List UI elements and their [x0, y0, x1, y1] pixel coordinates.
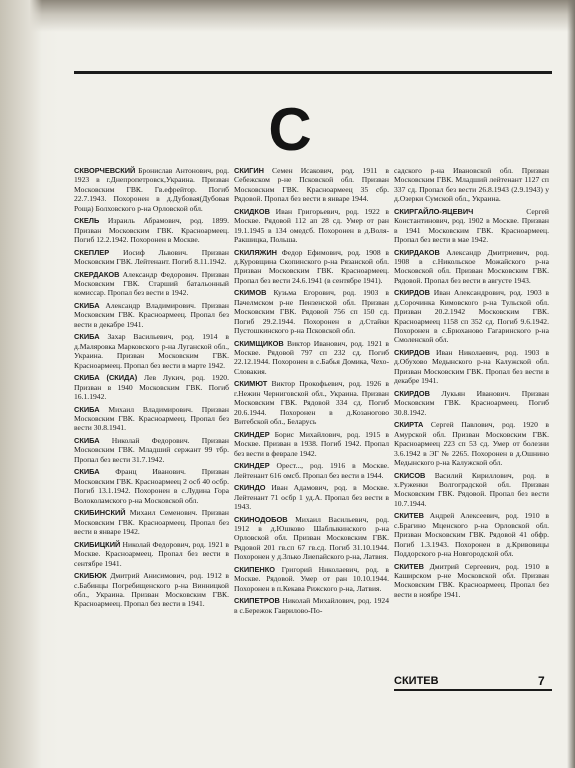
entry — [234, 248, 389, 286]
entry — [74, 373, 229, 401]
entry-text: Кузьма Егорович, род. 1903 в Пачелмском р-не Пензенской обл. Призван Московским ГВК. Рядовой 756 сп 150 сд. Погиб 29.2.1944. Похоронен в д.Стайки Пустошкинского р-на Псковской обл. — [234, 288, 389, 336]
entry — [74, 467, 229, 505]
entry-surname: СКИБА — [74, 404, 100, 414]
entry-surname: СКИЛЯЖИН — [234, 247, 277, 257]
entry — [234, 166, 389, 204]
entry-surname: СКИБА (СКИДА) — [74, 373, 138, 383]
entry-text: Виктор Иванович, род. 1921 в Москве. Рядовой 797 сп 232 сд. Погиб 22.12.1944. Похоронен в с.Бабья Домика, Чехо-Словакия. — [234, 338, 389, 376]
page-edge — [567, 0, 575, 768]
entry-text: Михаил Владимирович. Призван Московским ГВК. Красноармеец. Пропал без вести 30.8.1941. — [74, 404, 229, 433]
text-column-3 — [394, 166, 549, 602]
entry-text: Борис Михайлович, род. 1915 в Москве. Призван в 1938. Погиб 1942. Пропал без вести в феврале 1942. — [234, 429, 389, 458]
entry — [234, 483, 389, 511]
entry-text: Франц Иванович. Призван Московским ГВК. Красноармеец 2 осб 40 осбр. Погиб 13.1.1942. Похоронен в с.Лудина Гора Волоколамского р-на Московской обл. — [74, 467, 229, 505]
entry-text: Николай Федорович. Призван Московским ГВК. Младший сержант 99 тбр. Пропал без вести 31.7.1942. — [74, 436, 229, 464]
text-column-2 — [234, 166, 389, 618]
entry-text: Михаил Семенович. Призван Московским ГВК. Красноармеец. Пропал без вести в январе 1942. — [74, 508, 229, 537]
entry-text: Дмитрий Сергеевич, род. 1910 в Каширском р-не Московской обл. Призван Московским ГВК. Красноармеец. Пропал без вести в ноябре 1941. — [394, 561, 549, 599]
entry — [394, 288, 549, 344]
entry-text: Иван Александрович, род. 1903 в д.Сорочинка Кимовского р-на Тульской обл. Призван 20.2.1942 Московским ГВК. Красноармеец 1158 сп 352 сд. Погиб 9.6.1942. Похоронен в с.Брюханово Гагаринского р-на Смоленской обл. — [394, 288, 549, 345]
entry — [74, 540, 229, 568]
entry-surname: СКИНДО — [234, 483, 266, 493]
entry-surname: СКИБЮК — [74, 571, 107, 581]
entry — [74, 405, 229, 433]
section-letter: С — [268, 96, 312, 163]
entry-text: Александр Владимирович. Призван Московским ГВК. Красноармеец. Пропал без вести в декабре 1941. — [74, 301, 229, 329]
entry — [74, 248, 229, 267]
entry — [74, 216, 229, 244]
entry-text: Иван Григорьевич, род. 1922 в Москве. Рядовой 112 ап 28 сд. Умер от ран 19.1.1945 в 134 омедсб. Похоронен в д.Воля-Ракшицка, Польша. — [234, 206, 389, 245]
entry — [234, 430, 389, 458]
entry-text: Андрей Алексеевич, род. 1910 в с.Брагино Мценского р-на Орловской обл. Призван Московским ГВК. Рядовой 41 обфр. Погиб 1.3.1943. Похоронен в д.Кривовицы Поддорского р-на Новгородской обл. — [394, 511, 549, 558]
entry-surname: СКИДКОВ — [234, 206, 271, 216]
entry — [394, 511, 549, 558]
entry-surname: СКИБА — [74, 301, 100, 311]
entry-text: Орест..., род. 1916 в Москве. Лейтенант 616 омсб. Пропал без вести в 1944. — [234, 461, 389, 480]
entry-text: Николай Михайлович, род. 1924 в с.Бережок Гаврилово-По- — [234, 596, 389, 615]
entry-text: Виктор Прокофьевич, род. 1926 в г.Нежин Черниговской обл., Украина. Призван Московским ГВК. Рядовой 334 сд. Погиб 20.6.1944. Похоронен в д.Козаногово Витебской обл., Беларусь — [234, 379, 389, 427]
running-head: СКИТЕВ — [394, 675, 439, 687]
page-shadow — [30, 0, 575, 32]
entry-text: Иван Николаевич, род. 1903 в д.Обухово Медынского р-на Калужской обл. Призван Московским ГВК. Пропал без вести в декабре 1941. — [394, 348, 549, 386]
entry-surname: СКИРДОВ — [394, 348, 430, 358]
entry — [234, 596, 389, 615]
entry-text: Григорий Николаевич, род. в Москве. Рядовой. Умер от ран 10.10.1944. Похоронен в п.Кекава Рижского р-на, Латвия. — [234, 564, 389, 593]
entry-surname: СКИРГАЙЛО-ЯЦЕВИЧ — [394, 206, 474, 216]
entry — [234, 461, 389, 480]
entry-text: Василий Кириллович, род. в х.Руженки Волгоградской обл. Призван Московским ГВК. Рядовой. Пропал без вести 10.7.1944. — [394, 470, 549, 508]
entry-surname: СКЕРДАКОВ — [74, 269, 120, 279]
entry-surname: СКИБИНСКИЙ — [74, 508, 126, 518]
entry-text: Иван Адамович, род. в Москве. Лейтенант 71 осбр 1 уд.А. Пропал без вести в 1943. — [234, 483, 389, 511]
entry — [74, 166, 229, 213]
entry — [394, 471, 549, 509]
entry-text: Семен Исакович, род. 1911 в Себежском р-не Псковской обл. Призван Московским ГВК. Красноармеец 35 сбр. Рядовой. Пропал без вести в январе 1944. — [234, 166, 389, 204]
entry — [394, 420, 549, 467]
entry-surname: СКИГИН — [234, 166, 264, 175]
entry-text: Федор Ефимович, род. 1908 в д.Куровщина Скопинского р-на Рязанской обл. Призван Московским ГВК. Красноармеец. Пропал без вести 24.6.1941 (в сентябре 1941). — [234, 247, 389, 285]
page-number: 7 — [538, 674, 545, 688]
entry-surname: СКИМЮТ — [234, 379, 268, 389]
entry — [74, 436, 229, 464]
page-binding — [0, 0, 42, 768]
text-column-1 — [74, 166, 229, 612]
entry — [234, 207, 389, 245]
footer-rule — [394, 689, 552, 691]
entry-surname: СКИРДАКОВ — [394, 247, 440, 257]
entry — [394, 348, 549, 386]
entry-text: Михаил Васильевич, род. 1912 в д.Юшково Шаблыкинского р-на Орловской обл. Призван Московским ГВК. Рядовой 201 гв.сп 67 гв.сд. Погиб 31.10.1944. Похоронен у д.Злько Лиепайского р-на, Латвия. — [234, 514, 389, 562]
entry — [394, 389, 549, 417]
entry-surname: СКИНДЕР — [234, 461, 270, 471]
entry-text: Сергей Павлович, род. 1920 в Амурской обл. Призван Московским ГВК. Красноармеец 223 сп 53 сд. Умер от болезни 3.6.1942 в ЭГ № 2265. Похоронен в д.Ошнино Медынского р-на Калужской обл. — [394, 420, 549, 467]
entry-text: Сергей Константинович, род. 1902 в Москве. Призван в 1941 Московским ГВК. Красноармеец. Пропал без вести в мае 1942. — [394, 206, 549, 245]
entry-surname: СКИМЩИКОВ — [234, 338, 284, 348]
entry-surname: СКИПЕТРОВ — [234, 596, 280, 606]
entry — [394, 166, 549, 204]
entry — [394, 562, 549, 600]
entry — [234, 515, 389, 562]
entry-surname: СКИНОДОБОВ — [234, 514, 288, 524]
entry-text: Бронислав Антонович, род. 1923 в г.Днепропетровск,Украина. Призван Московским ГВК. Гв.ефрейтор. Погиб 22.7.1943. Похоронен в д.Дубовая(Дубовая Роща) Болховского р-на Орловской обл. — [74, 166, 229, 213]
entry-surname: СКВОРЧЕВСКИЙ — [74, 166, 136, 175]
entry-surname: СКИБИЦКИЙ — [74, 539, 121, 549]
entry-surname: СКИСОВ — [394, 470, 426, 480]
entry-surname: СКЕПЛЕР — [74, 247, 110, 257]
entry-surname: СКЕЛЬ — [74, 216, 100, 226]
entry — [234, 288, 389, 335]
entry-surname: СКИМОВ — [234, 288, 267, 298]
entry-surname: СКИБА — [74, 436, 100, 446]
entry — [74, 332, 229, 370]
entry-surname: СКИТЕВ — [394, 561, 424, 571]
entry-text: Александр Федорович. Призван Московским ГВК. Старший батальонный комиссар. Пропал без вести в 1942. — [74, 269, 229, 298]
entry — [234, 565, 389, 593]
entry-surname: СКИБА — [74, 467, 100, 477]
entry-text: Александр Дмитриевич, род. 1908 в с.Никольское Можайского р-на Московской обл. Призван Московским ГВК. Рядовой. Пропал без вести в августе 1943. — [394, 247, 549, 285]
entry — [394, 207, 549, 245]
entry — [394, 248, 549, 286]
top-rule — [74, 71, 552, 74]
entry-surname: СКИНДЕР — [234, 429, 270, 439]
entry-surname: СКИРДОВ — [394, 288, 430, 298]
entry-text: Дмитрий Анисимович, род. 1912 в с.Бабинцы Погребищенского р-на Винницкой обл., Украина. Призван Московским ГВК. Красноармеец. Пропал без вести в 1941. — [74, 571, 229, 609]
entry-surname: СКИБА — [74, 332, 100, 342]
entry-text: Лев Лукич, род. 1920. Призван в 1940 Московским ГВК. Погиб 16.1.1942. — [74, 373, 229, 402]
entry — [74, 301, 229, 329]
entry-text: Иосиф Львович. Призван Московским ГВК. Лейтенант. Погиб 8.11.1942. — [74, 247, 229, 267]
entry — [74, 508, 229, 536]
entry-text: Захар Васильевич, род. 1914 в д.Маляровка Марковского р-на Луганской обл., Украина. Призван Московским ГВК. Красноармеец. Пропал без вести в марте 1942. — [74, 332, 229, 370]
entry-text: садского р-на Ивановской обл. Призван Московским ГВК. Младший лейтенант 1127 сп 337 сд. Пропал без вести 26.8.1943 (2.9.1943) у д.Озерки Сумской обл., Украина. — [394, 166, 549, 204]
entry-surname: СКИПЕНКО — [234, 564, 275, 574]
entry — [234, 379, 389, 426]
entry-text: Лукьян Иванович. Призван Московским ГВК. Красноармеец. Погиб 30.8.1942. — [394, 388, 549, 417]
entry-surname: СКИТЕВ — [394, 511, 424, 521]
entry — [74, 270, 229, 298]
entry-surname: СКИРДОВ — [394, 388, 430, 398]
entry — [234, 339, 389, 377]
entry-text: Израиль Абрамович, род. 1899. Призван Московским ГВК. Красноармеец. Погиб 12.2.1942. Похоронен в Москве. — [74, 216, 229, 245]
entry — [74, 571, 229, 609]
entry-text: Николай Федорович, род. 1921 в Москве. Красноармеец. Пропал без вести в сентябре 1941. — [74, 539, 229, 568]
entry-surname: СКИРТА — [394, 420, 424, 430]
